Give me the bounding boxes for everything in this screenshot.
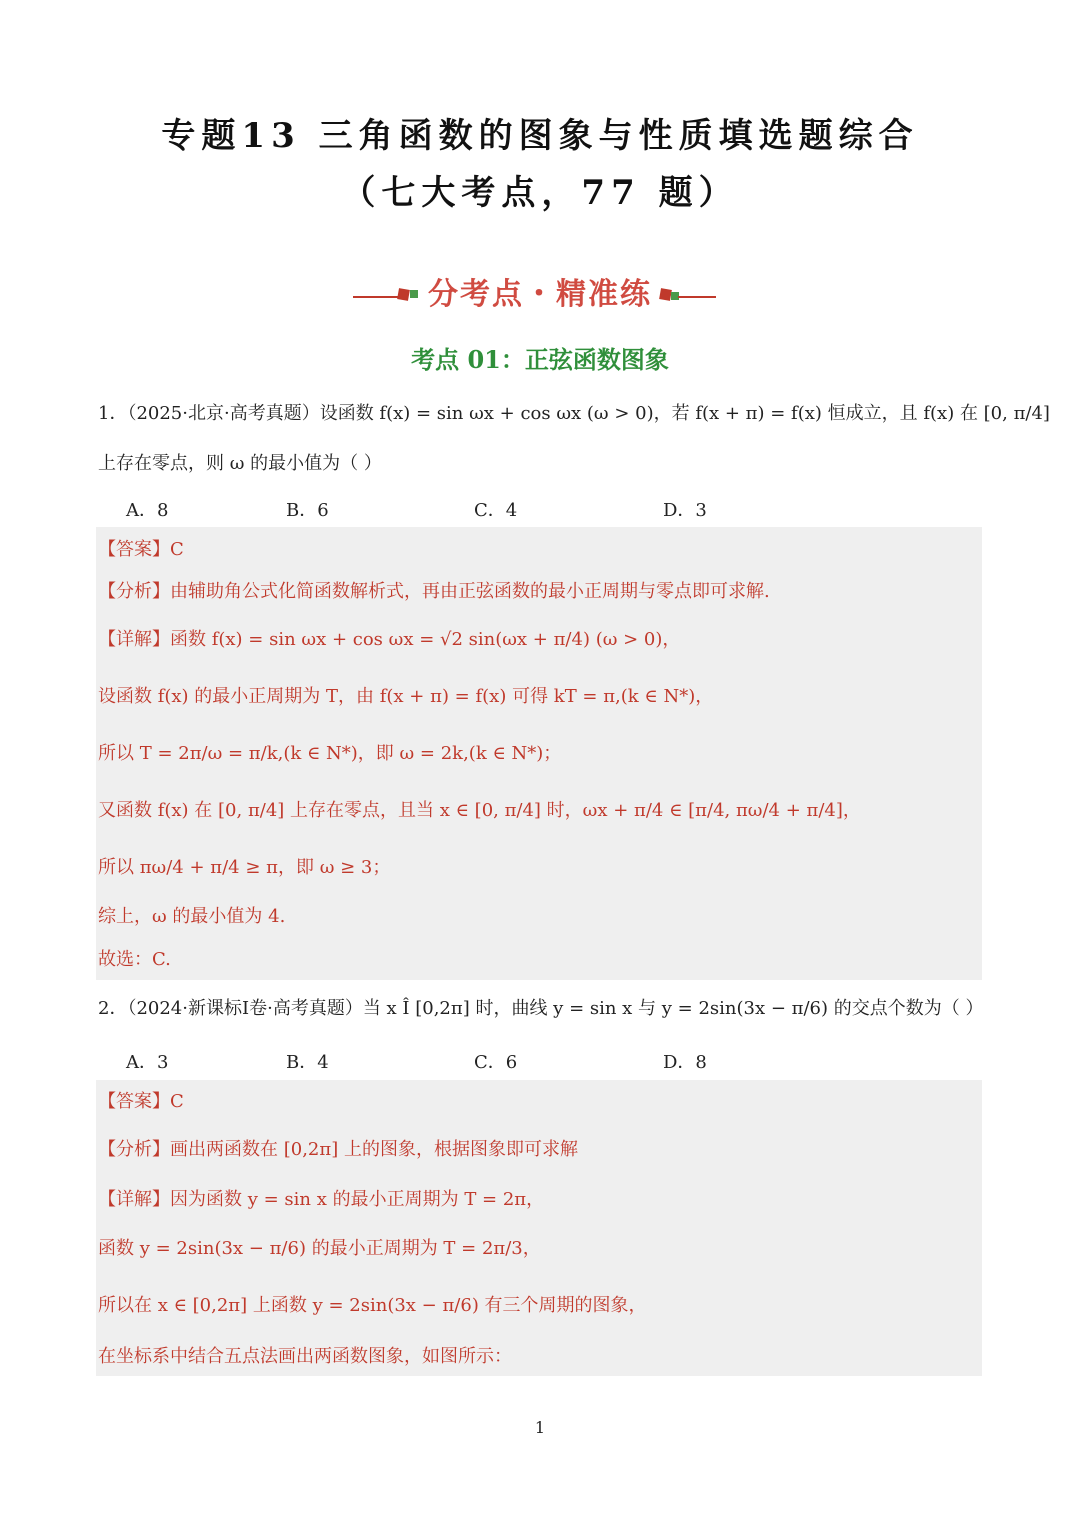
document-title-line2: （七大考点，77 题） — [341, 173, 739, 213]
q1-detail-line: 所以 T = 2π/ω = π/k,(k ∈ N*)，即 ω = 2k,(k ∈ N*)； — [98, 743, 562, 764]
q2-detail-line: 在坐标系中结合五点法画出两函数图象，如图所示： — [98, 1346, 512, 1367]
q2-answer: 【答案】C — [98, 1091, 184, 1112]
q2-analysis: 【分析】画出两函数在 [0,2π] 上的图象，根据图象即可求解 — [98, 1139, 578, 1160]
q2-option-c: C．6 — [474, 1052, 518, 1073]
q1-stem-line1: 1．（2025·北京·高考真题）设函数 f(x) = sin ωx + cos ωx (ω > 0)，若 f(x + π) = f(x) 恒成立，且 f(x) 在 [0, π/4] — [98, 403, 1050, 424]
document-title-line1: 专题13 三角函数的图象与性质填选题综合 — [161, 116, 919, 156]
q2-detail-line: 所以在 x ∈ [0,2π] 上函数 y = 2sin(3x − π/6) 有三个周期的图象， — [98, 1295, 647, 1316]
q1-option-c: C．4 — [474, 500, 518, 521]
q2-solution-box — [96, 1080, 982, 1376]
q2-detail-line: 【详解】因为函数 y = sin x 的最小正周期为 T = 2π， — [98, 1189, 545, 1210]
q1-detail-line: 设函数 f(x) 的最小正周期为 T，由 f(x + π) = f(x) 可得 kT = π,(k ∈ N*)， — [98, 686, 714, 707]
banner-right-line — [678, 296, 716, 298]
q2-option-d: D．8 — [663, 1052, 707, 1073]
q1-detail-line: 所以 πω/4 + π/4 ≥ π，即 ω ≥ 3； — [98, 857, 391, 878]
q2-detail-line: 函数 y = 2sin(3x − π/6) 的最小正周期为 T = 2π/3， — [98, 1238, 541, 1259]
q1-detail-line: 又函数 f(x) 在 [0, π/4] 上存在零点，且当 x ∈ [0, π/4] 时，ωx + π/4 ∈ [π/4, πω/4 + π/4]， — [98, 800, 861, 821]
section-heading: 考点 01：正弦函数图象 — [411, 345, 669, 374]
q1-option-b: B．6 — [286, 500, 329, 521]
q1-option-a: A．8 — [126, 500, 169, 521]
q1-stem-line2: 上存在零点，则 ω 的最小值为（ ） — [98, 453, 382, 474]
section-banner — [0, 266, 1080, 316]
page-number: 1 — [534, 1418, 546, 1437]
q2-option-b: B．4 — [286, 1052, 329, 1073]
banner-label: 分考点・精准练 — [428, 277, 652, 312]
q1-detail-line: 【详解】函数 f(x) = sin ωx + cos ωx = √2 sin(ωx + π/4) (ω > 0)， — [98, 629, 681, 650]
q2-stem: 2．（2024·新课标I卷·高考真题）当 x Î [0,2π] 时，曲线 y = sin x 与 y = 2sin(3x − π/6) 的交点个数为（ ） — [98, 998, 984, 1019]
q1-detail-line: 综上，ω 的最小值为 4. — [98, 906, 286, 927]
q2-option-a: A．3 — [126, 1052, 169, 1073]
q1-answer: 【答案】C — [98, 539, 184, 560]
q1-analysis: 【分析】由辅助角公式化简函数解析式，再由正弦函数的最小正周期与零点即可求解. — [98, 581, 770, 602]
banner-right-square — [659, 288, 672, 301]
q1-detail-line: 故选：C. — [98, 949, 171, 970]
q1-option-d: D．3 — [663, 500, 707, 521]
